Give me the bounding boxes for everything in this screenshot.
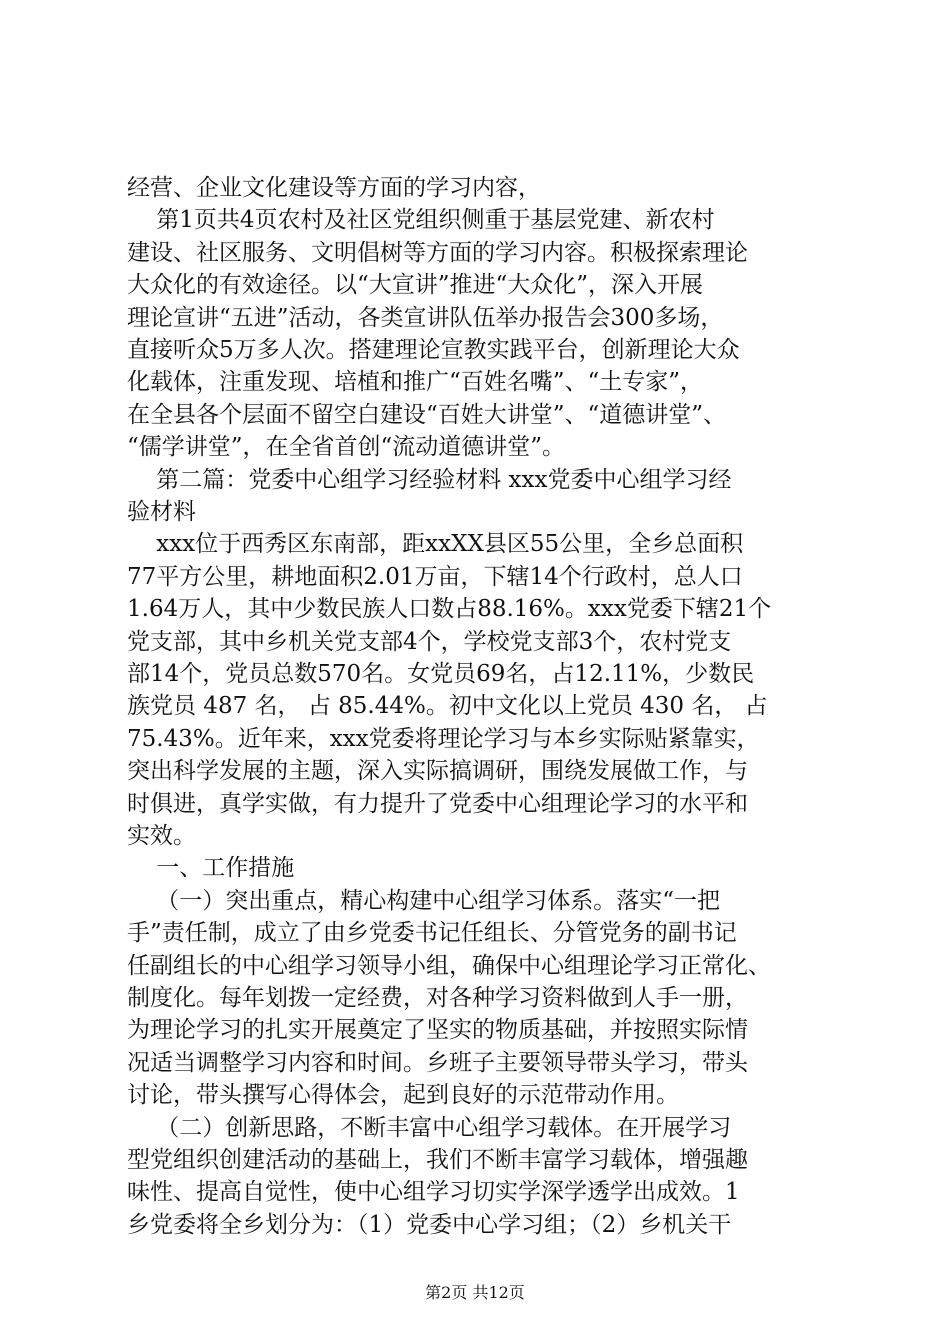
text-line: “儒学讲堂”，在全省首创“流动道德讲堂”。 <box>127 434 566 461</box>
text-line: 乡党委将全乡划分为：（1）党委中心学习组；（2）乡机关干 <box>127 1211 732 1238</box>
text-line: 第二篇：党委中心组学习经验材料 xxx党委中心组学习经 <box>127 466 732 493</box>
text-line: 直接听众5万多人次。搭建理论宣教实践平台，创新理论大众 <box>127 337 740 363</box>
text-line: 建设、社区服务、文明倡树等方面的学习内容。积极探索理论 <box>127 239 748 266</box>
text-line: （一）突出重点，精心构建中心组学习体系。落实“一把 <box>127 887 721 914</box>
text-line: 型党组织创建活动的基础上，我们不断丰富学习载体，增强趣 <box>127 1147 748 1173</box>
text-line: 部14个，党员总数570名。女党员69名，占12.11%，少数民 <box>127 661 755 687</box>
text-line: 在全县各个层面不留空白建设“百姓大讲堂”、“道德讲堂”、 <box>127 401 727 428</box>
page-number-footer: 第2页 共12页 <box>425 1283 525 1302</box>
text-line: 实效。 <box>127 823 196 849</box>
text-line: 第1页共4页农村及社区党组织侧重于基层党建、新农村 <box>127 207 715 234</box>
text-line: 大众化的有效途径。以“大宣讲”推进“大众化”，深入开展 <box>127 272 704 299</box>
text-line: 族党员 487 名， 占 85.44%。初中文化以上党员 430 名， 占 <box>127 693 768 720</box>
text-line: 制度化。每年划拨一定经费，对各种学习资料做到人手一册， <box>127 985 748 1011</box>
text-line: 况适当调整学习内容和时间。乡班子主要领导带头学习，带头 <box>127 1049 748 1076</box>
text-line: 任副组长的中心组学习领导小组，确保中心组理论学习正常化、 <box>127 952 771 979</box>
text-line: 时俱进，真学实做，有力提升了党委中心组理论学习的水平和 <box>127 790 748 817</box>
text-line: xxx位于西秀区东南部，距xxXX县区55公里，全乡总面积 <box>127 531 744 558</box>
text-line: 手”责任制，成立了由乡党委书记任组长、分管党务的副书记 <box>127 920 737 947</box>
text-line: 味性、提高自觉性，使中心组学习切实学深学透学出成效。1 <box>127 1179 740 1206</box>
text-line: 理论宣讲“五进”活动，各类宣讲队伍举办报告会300多场， <box>127 304 724 331</box>
text-line: 一、工作措施 <box>127 855 295 882</box>
text-line: （二）创新思路，不断丰富中心组学习载体。在开展学习 <box>127 1114 732 1141</box>
text-line: 为理论学习的扎实开展奠定了坚实的物质基础，并按照实际情 <box>127 1017 748 1044</box>
text-line: 化载体，注重发现、培植和推广“百姓名嘴”、“土专家”， <box>127 369 704 396</box>
text-line: 讨论，带头撰写心得体会，起到良好的示范带动作用。 <box>127 1082 679 1109</box>
text-line: 党支部，其中乡机关党支部4个，学校党支部3个，农村党支 <box>127 628 732 655</box>
text-line: 75.43%。近年来，xxx党委将理论学习与本乡实际贴紧靠实， <box>127 725 760 752</box>
text-line: 经营、企业文化建设等方面的学习内容， <box>127 175 541 201</box>
text-line: 验材料 <box>127 499 196 525</box>
text-line: 突出科学发展的主题，深入实际搞调研，围绕发展做工作，与 <box>127 758 748 785</box>
text-line: 1.64万人，其中少数民族人口数占88.16%。xxx党委下辖21个 <box>127 596 772 623</box>
text-line: 77平方公里，耕地面积2.01万亩，下辖14个行政村，总人口 <box>127 563 743 590</box>
